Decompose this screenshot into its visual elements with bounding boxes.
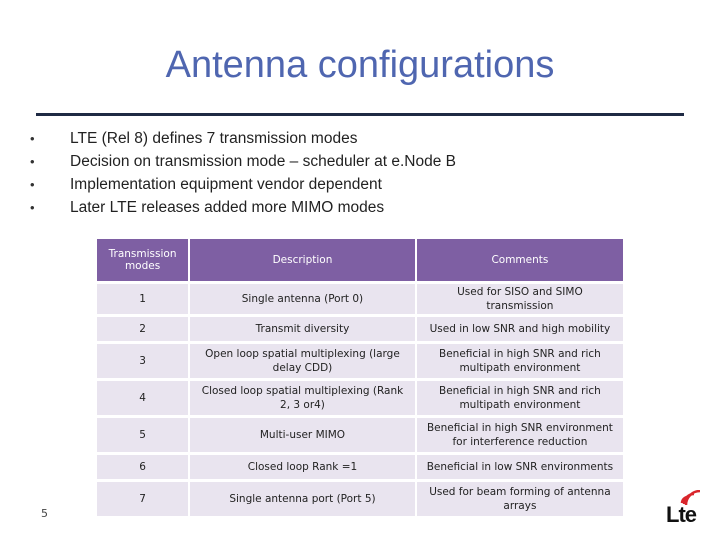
description-cell: Transmit diversity — [190, 317, 415, 341]
bullet-text: Later LTE releases added more MIMO modes — [70, 199, 385, 216]
mode-cell: 7 — [97, 482, 188, 516]
table-row — [97, 381, 623, 415]
transmission-modes-table — [95, 236, 625, 519]
description-cell: Open loop spatial multiplexing (large delay CDD) — [190, 344, 415, 378]
bullet-item — [28, 173, 456, 196]
comment-cell: Beneficial in high SNR and rich multipath environment — [417, 344, 623, 378]
header-description: Description — [190, 239, 415, 281]
slide-title: Antenna configurations — [165, 44, 555, 86]
bullet-item — [28, 127, 456, 150]
bullet-dot-icon: • — [30, 177, 35, 192]
table-row — [97, 418, 623, 452]
table-row — [97, 455, 623, 479]
bullet-text: Decision on transmission mode – scheduler at e.Node B — [70, 153, 456, 170]
lte-logo: Lte — [666, 502, 696, 527]
bullet-text: Implementation equipment vendor dependent — [70, 176, 382, 193]
header-comments: Comments — [417, 239, 623, 281]
mode-cell: 1 — [97, 284, 188, 314]
description-cell: Closed loop spatial multiplexing (Rank 2, 3 or4) — [190, 381, 415, 415]
mode-cell: 3 — [97, 344, 188, 378]
comment-cell: Beneficial in high SNR environment for interference reduction — [417, 418, 623, 452]
description-cell: Multi-user MIMO — [190, 418, 415, 452]
bullet-item — [28, 150, 456, 173]
bullet-dot-icon: • — [30, 200, 35, 215]
table-row — [97, 317, 623, 341]
header-transmission-modes: Transmission modes — [97, 239, 188, 281]
mode-cell: 6 — [97, 455, 188, 479]
comment-cell: Used for SISO and SIMO transmission — [417, 284, 623, 314]
slide-number: 5 — [41, 507, 48, 520]
bullet-text: LTE (Rel 8) defines 7 transmission modes — [70, 130, 358, 147]
table-header-row — [97, 239, 623, 281]
table-row — [97, 344, 623, 378]
table-row — [97, 284, 623, 314]
comment-cell: Beneficial in high SNR and rich multipath environment — [417, 381, 623, 415]
description-cell: Single antenna (Port 0) — [190, 284, 415, 314]
mode-cell: 4 — [97, 381, 188, 415]
bullet-list — [28, 127, 456, 219]
description-cell: Single antenna port (Port 5) — [190, 482, 415, 516]
title-divider — [36, 113, 684, 116]
comment-cell: Used for beam forming of antenna arrays — [417, 482, 623, 516]
bullet-dot-icon: • — [30, 131, 35, 146]
bullet-dot-icon: • — [30, 154, 35, 169]
mode-cell: 2 — [97, 317, 188, 341]
comment-cell: Beneficial in low SNR environments — [417, 455, 623, 479]
mode-cell: 5 — [97, 418, 188, 452]
comment-cell: Used in low SNR and high mobility — [417, 317, 623, 341]
bullet-item — [28, 196, 456, 219]
description-cell: Closed loop Rank =1 — [190, 455, 415, 479]
table-row — [97, 482, 623, 516]
